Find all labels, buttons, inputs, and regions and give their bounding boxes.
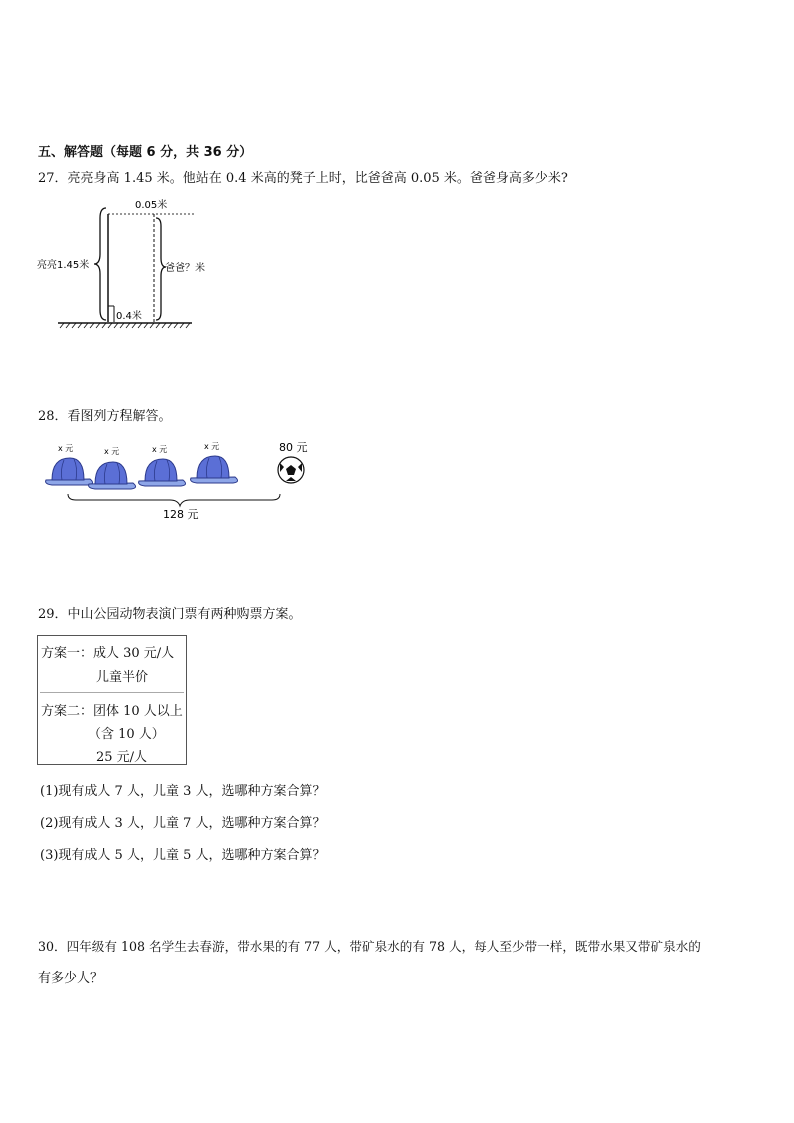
soccer-ball-icon xyxy=(278,457,304,483)
cap-price-label-4: x 元 xyxy=(204,442,220,451)
question-29-text: 29．中山公园动物表演门票有两种购票方案。 xyxy=(38,607,302,622)
question-30-line2: 有多少人？ xyxy=(38,971,104,986)
total-label: 128 元 xyxy=(163,508,199,521)
diagram-bottom-label: 0.4米 xyxy=(116,311,142,322)
cap-icon-1 xyxy=(46,458,93,485)
plan2-line3: 25 元/人 xyxy=(96,750,148,765)
plan-divider xyxy=(40,692,184,693)
cap-price-label-1: x 元 xyxy=(58,444,74,453)
question-29-sub-3: (3)现有成人 5 人，儿童 5 人，选哪种方案合算？ xyxy=(40,848,326,863)
plan1-line2: 儿童半价 xyxy=(96,670,149,685)
cap-price-label-3: x 元 xyxy=(152,445,168,454)
question-30-line1: 30．四年级有 108 名学生去春游，带水果的有 77 人，带矿泉水的有 78 人，每人至少带一样，既带水果又带矿泉水的 xyxy=(38,939,701,954)
total-brace xyxy=(68,494,280,506)
question-27-text: 27．亮亮身高 1.45 米。他站在 0.4 米高的凳子上时，比爸爸高 0.05 米。爸爸身高多少米? xyxy=(38,171,568,186)
plan2-line1: 方案二：团体 10 人以上 xyxy=(41,704,183,719)
question-28-figure xyxy=(40,436,320,524)
question-29-sub-1: (1)现有成人 7 人，儿童 3 人，选哪种方案合算？ xyxy=(40,784,326,799)
cap-price-label-2: x 元 xyxy=(104,447,120,456)
section-title: 五、解答题（每题 6 分，共 36 分） xyxy=(38,145,253,160)
plan2-line2: （含 10 人） xyxy=(88,727,165,742)
diagram-top-label: 0.05米 xyxy=(135,200,168,211)
plan1-line1: 方案一：成人 30 元/人 xyxy=(41,646,175,661)
cap-icon-2 xyxy=(89,462,136,489)
question-27-diagram xyxy=(36,192,206,332)
question-29-sub-2: (2)现有成人 3 人，儿童 7 人，选哪种方案合算？ xyxy=(40,816,326,831)
diagram-right-label: 爸爸？米 xyxy=(165,263,205,274)
cap-icon-4 xyxy=(191,456,238,483)
ticket-plans-box xyxy=(37,635,187,765)
ball-price-label: 80 元 xyxy=(279,441,308,454)
question-28-text: 28．看图列方程解答。 xyxy=(38,409,172,424)
diagram-left-brace xyxy=(94,208,106,320)
cap-icon-3 xyxy=(139,459,186,486)
diagram-left-label: 亮亮1.45米 xyxy=(37,260,90,271)
